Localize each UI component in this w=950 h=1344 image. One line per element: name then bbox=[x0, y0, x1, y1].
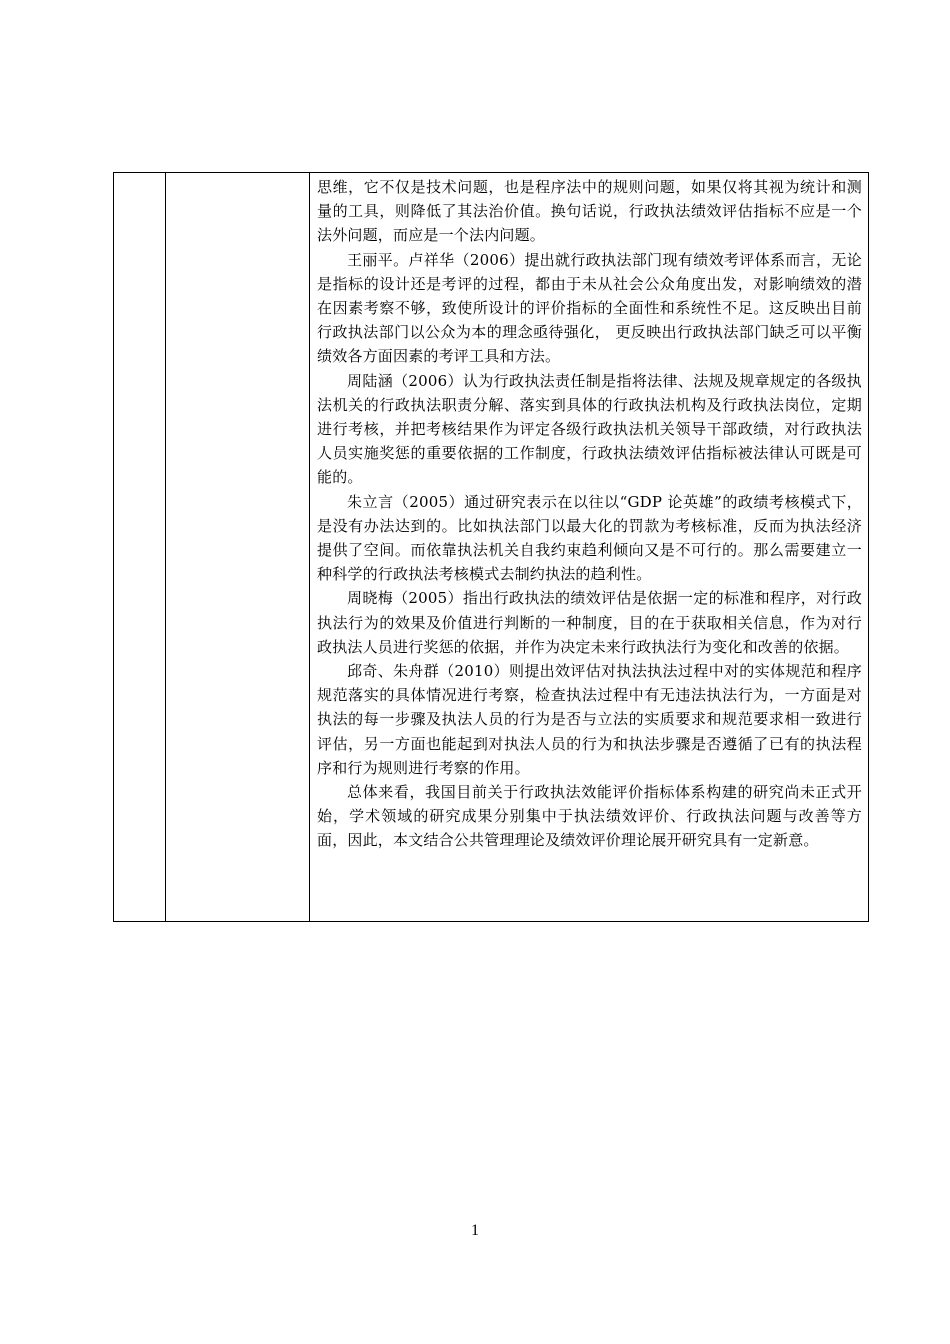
content-table bbox=[113, 172, 869, 922]
paragraph-continuation: 思维，它不仅是技术问题，也是程序法中的规则问题，如果仅将其视为统计和测量的工具，则降低了其法治价值。换句话说，行政执法绩效评估指标不应是一个法外问题，而应是一个法内问题。 bbox=[317, 178, 862, 245]
page-number: 1 bbox=[471, 1222, 479, 1239]
paragraph-zhou-luhan: 周陆涵（2006）认为行政执法责任制是指将法律、法规及规章规定的各级执法机关的行政执法职责分解、落实到具体的行政执法机构及行政执法岗位，定期进行考核，并把考核结果作为评定各级行政执法机关领导干部政绩，对行政执法人员实施奖惩的重要依据的工作制度，行政执法绩效评估指标被法律认可既是可能的。 bbox=[317, 371, 862, 487]
table-content-cell bbox=[317, 175, 862, 919]
paragraph-summary: 总体来看，我国目前关于行政执法效能评价指标体系构建的研究尚未正式开始，学术领域的研究成果分别集中于执法绩效评价、行政执法问题与改善等方面，因此，本文结合公共管理理论及绩效评价理论展开研究具有一定新意。 bbox=[317, 783, 862, 850]
paragraph-wang-liping: 王丽平。卢祥华（2006）提出就行政执法部门现有绩效考评体系而言，无论是指标的设计还是考评的过程，都由于未从社会公众角度出发，对影响绩效的潜在因素考察不够，致使所设计的评价指标的全面性和系统性不足。这反映出目前行政执法部门以公众为本的理念亟待强化， 更反映出行政执法部门缺乏可以平衡绩效各方面因素的考评工具和方法。 bbox=[317, 250, 862, 366]
table-column-divider-1 bbox=[165, 173, 166, 921]
paragraph-zhu-liyan: 朱立言（2005）通过研究表示在以往以“GDP 论英雄”的政绩考核模式下，是没有办法达到的。比如执法部门以最大化的罚款为考核标准，反而为执法经济提供了空间。而依靠执法机关自我约束趋利倾向又是不可行的。那么需要建立一种科学的行政执法考核模式去制约执法的趋利性。 bbox=[317, 492, 862, 584]
paragraph-qiu-qi: 邱奇、朱舟群（2010）则提出效评估对执法执法过程中对的实体规范和程序规范落实的具体情况进行考察，检查执法过程中有无违法执法行为，一方面是对执法的每一步骤及执法人员的行为是否与立法的实质要求和规范要求相一致进行评估，另一方面也能起到对执法人员的行为和执法步骤是否遵循了已有的执法程序和行为规则进行考察的作用。 bbox=[317, 662, 862, 777]
paragraph-zhou-xiaomei: 周晓梅（2005）指出行政执法的绩效评估是依据一定的标准和程序，对行政执法行为的效果及价值进行判断的一种制度，目的在于获取相关信息，作为对行政执法人员进行奖惩的依据，并作为决定未来行政执法行为变化和改善的依据。 bbox=[317, 589, 862, 656]
table-column-divider-2 bbox=[309, 173, 310, 921]
